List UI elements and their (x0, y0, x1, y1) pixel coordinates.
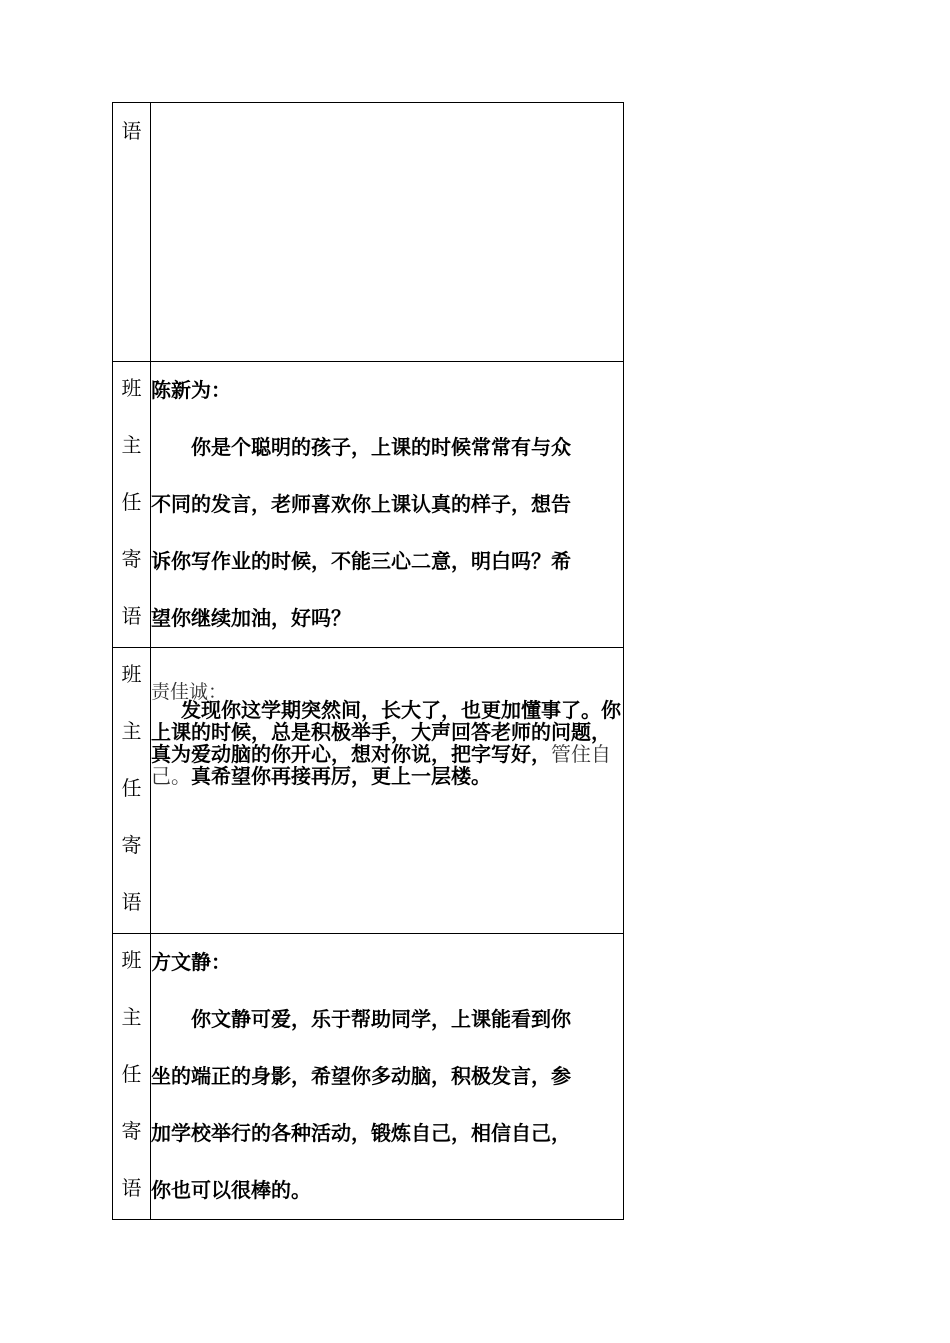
comments-table (112, 102, 624, 1220)
label-char: 班 (121, 948, 142, 972)
label-char: 任 (121, 1062, 142, 1086)
comment-segment: 发现你这学期突然间，长大了，也更加懂事了。你上课的时候，总是积极举手，大声回答老师的问题，真为爱动脑的你开心，想对你说，把字写好， (151, 698, 621, 766)
table-row (113, 103, 624, 362)
label-char: 语 (121, 1176, 142, 1200)
student-name: 陈新为： (151, 378, 231, 402)
label-char: 语 (121, 604, 142, 628)
label-char: 寄 (121, 1119, 142, 1143)
comment-line: 诉你写作业的时候，不能三心二意，明白吗？希 (151, 549, 571, 573)
comment-cell (151, 362, 624, 648)
label-char: 班 (121, 662, 142, 686)
student-name: 责佳诚： (151, 681, 228, 703)
comment-cell (151, 934, 624, 1220)
comment-cell (151, 648, 624, 934)
label-char: 语 (121, 890, 142, 914)
label-char: 任 (121, 776, 142, 800)
row-label-cell (113, 362, 151, 648)
label-char: 主 (121, 433, 142, 457)
table-row (113, 362, 624, 648)
label-char: 任 (121, 490, 142, 514)
comment-segment: 管住自己。 (151, 742, 611, 788)
row-label-cell (113, 103, 151, 362)
label-char: 主 (121, 1005, 142, 1029)
comment-text (151, 699, 623, 787)
comment-cell-empty (151, 103, 624, 362)
row-label-cell (113, 648, 151, 934)
comment-line: 坐的端正的身影，希望你多动脑，积极发言，参 (151, 1064, 571, 1088)
comment-line: 加学校举行的各种活动，锻炼自己，相信自己， (151, 1121, 571, 1145)
label-char: 寄 (121, 547, 142, 571)
comment-line: 你文静可爱，乐于帮助同学，上课能看到你 (191, 1007, 571, 1031)
label-char: 语 (121, 119, 142, 143)
comment-line: 你是个聪明的孩子，上课的时候常常有与众 (191, 435, 571, 459)
comment-line: 不同的发言，老师喜欢你上课认真的样子，想告 (151, 492, 571, 516)
table-row (113, 648, 624, 934)
comment-line: 望你继续加油，好吗？ (151, 606, 351, 630)
label-char: 寄 (121, 833, 142, 857)
row-label-cell (113, 934, 151, 1220)
comment-segment: 真希望你再接再厉，更上一层楼。 (191, 764, 491, 788)
student-name: 方文静： (151, 950, 231, 974)
table-row (113, 934, 624, 1220)
label-char: 班 (121, 376, 142, 400)
comment-line: 你也可以很棒的。 (151, 1178, 311, 1202)
label-char: 主 (121, 719, 142, 743)
